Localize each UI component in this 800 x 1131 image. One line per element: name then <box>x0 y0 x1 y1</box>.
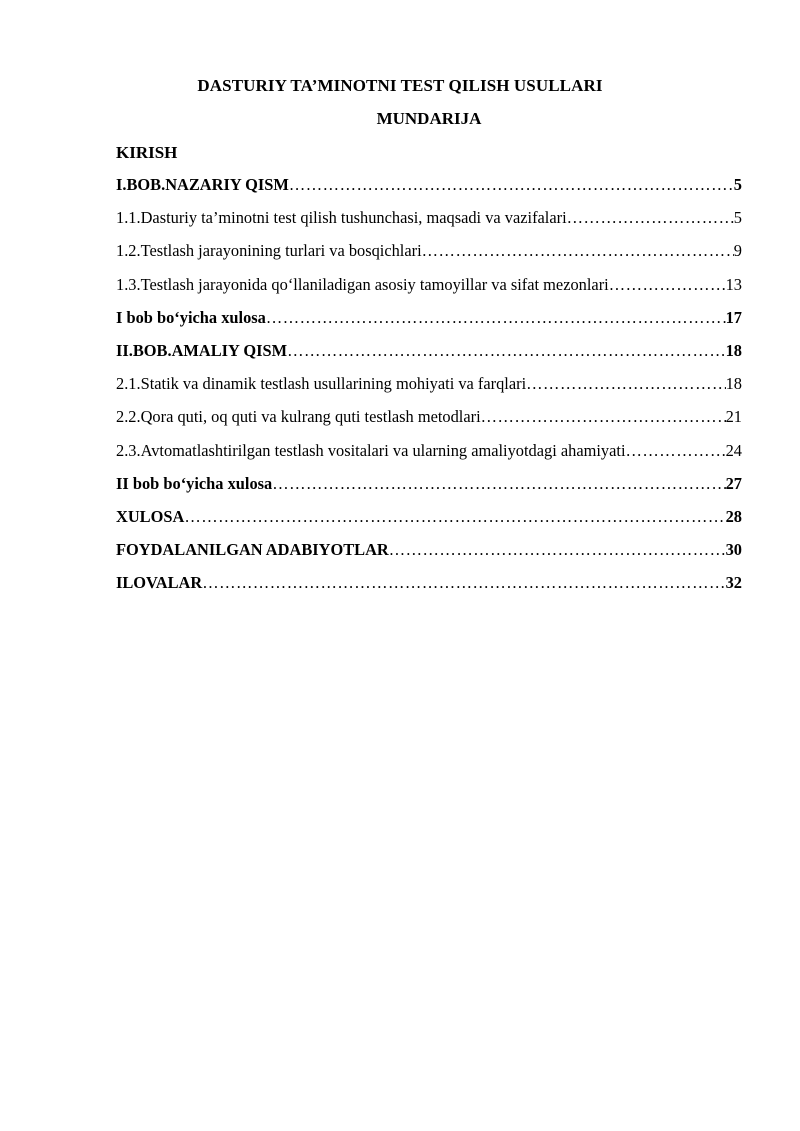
toc-entry-page-number: 13 <box>725 274 742 294</box>
toc-entry-title: FOYDALANILGAN ADABIYOTLAR <box>116 540 389 560</box>
toc-entry <box>116 472 742 505</box>
toc-entry-page-number: 5 <box>733 208 742 228</box>
toc-entry-page-number: 30 <box>725 540 742 560</box>
toc-entry <box>116 538 742 571</box>
toc-heading: MUNDARIJA <box>376 109 482 128</box>
dot-leader <box>266 306 726 330</box>
toc-entry <box>116 306 742 339</box>
dot-leader <box>422 239 734 263</box>
toc-entry-page-number: 18 <box>725 374 742 394</box>
toc-intro-entry: KIRISH <box>116 143 178 162</box>
toc-entry-title: XULOSA <box>116 506 185 526</box>
toc-entry <box>116 372 742 405</box>
dot-leader <box>481 405 726 429</box>
toc-entry-page-number: 21 <box>725 407 742 427</box>
toc-entry-page-number: 28 <box>725 506 742 526</box>
toc-entry-title: II.BOB.AMALIY QISM <box>116 340 288 360</box>
toc-entry <box>116 439 742 472</box>
dot-leader <box>289 173 734 197</box>
toc-entry-page-number: 32 <box>725 573 742 593</box>
dot-leader <box>287 339 726 363</box>
dot-leader <box>567 206 734 230</box>
toc-entry-title: I.BOB.NAZARIY QISM <box>116 175 289 194</box>
toc-entry <box>116 405 742 438</box>
toc-entry-title: ILOVALAR <box>116 573 203 593</box>
toc-entry <box>116 239 742 272</box>
toc-entry-page-number: 24 <box>725 440 742 460</box>
dot-leader <box>389 538 726 562</box>
toc-entry <box>116 339 742 372</box>
toc-entry-title: I bob bo‘yicha xulosa <box>116 307 266 327</box>
table-of-contents <box>116 173 742 604</box>
toc-entry-title: 1.1.Dasturiy ta’minotni test qilish tushunchasi, maqsadi va vazifalari <box>116 208 567 228</box>
toc-entry-title: 2.1.Statik va dinamik testlash usullarining mohiyati va farqlari <box>116 374 527 394</box>
toc-entry-page-number: 17 <box>725 307 742 327</box>
toc-entry-title: 2.2.Qora quti, oq quti va kulrang quti testlash metodlari <box>116 407 481 427</box>
toc-entry <box>116 173 742 206</box>
toc-entry-title: 1.3.Testlash jarayonida qo‘llaniladigan asosiy tamoyillar va sifat mezonlari <box>116 274 609 294</box>
dot-leader <box>526 372 725 396</box>
dot-leader <box>272 472 725 496</box>
document-title: DASTURIY TA’MINOTNI TEST QILISH USULLARI <box>197 76 603 95</box>
dot-leader <box>184 505 725 529</box>
toc-entry <box>116 505 742 538</box>
toc-entry-title: II bob bo‘yicha xulosa <box>116 473 273 493</box>
toc-entry-title: 2.3.Avtomatlashtirilgan testlash vositalari va ularning amaliyotdagi ahamiyati <box>116 440 626 460</box>
toc-entry <box>116 206 742 239</box>
dot-leader <box>609 273 726 297</box>
toc-entry-page-number: 27 <box>725 473 742 493</box>
dot-leader <box>202 571 725 595</box>
toc-entry <box>116 273 742 306</box>
dot-leader <box>626 439 726 463</box>
toc-entry-title: 1.2.Testlash jarayonining turlari va bosqichlari <box>116 241 422 261</box>
toc-entry-page-number: 18 <box>725 340 742 360</box>
toc-entry-page-number: 9 <box>733 241 742 261</box>
toc-entry-page-number: 5 <box>733 175 742 194</box>
toc-entry <box>116 571 742 604</box>
